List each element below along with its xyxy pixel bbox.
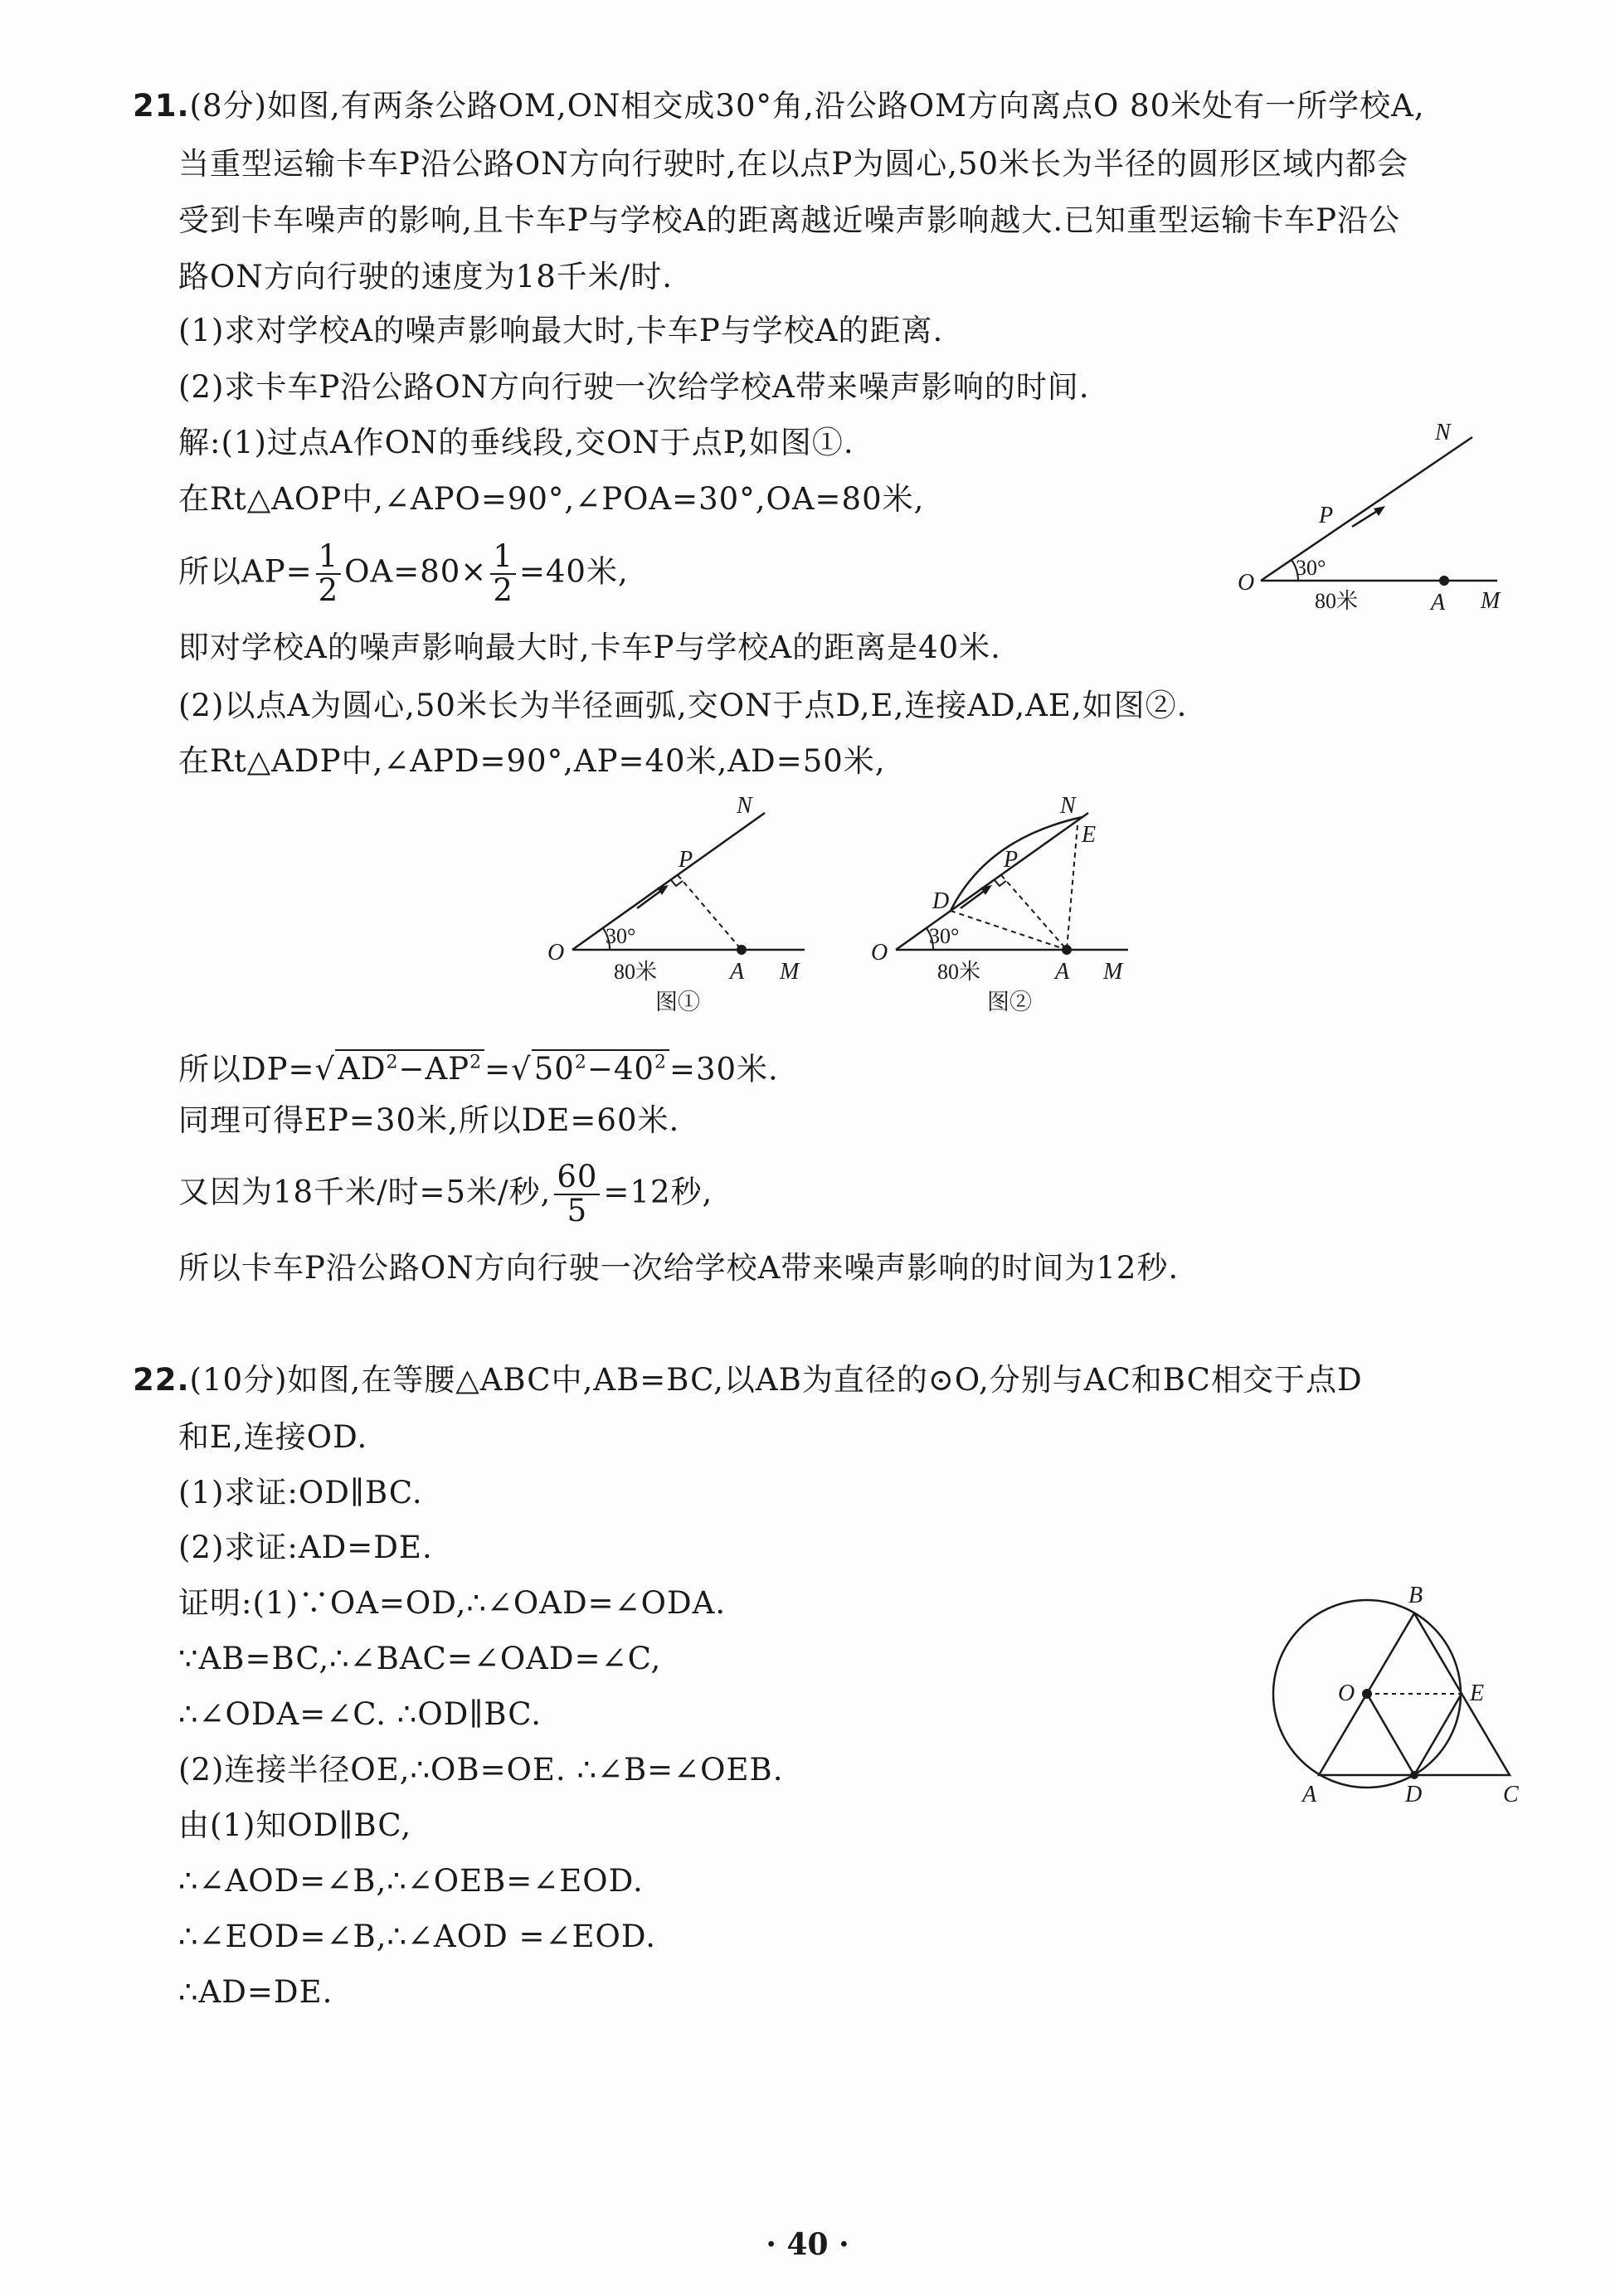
label-n: N xyxy=(1435,420,1451,445)
fig1-label-p: P xyxy=(679,847,693,873)
figure-circle-triangle xyxy=(1261,1576,1543,1817)
half-num-2: 1 xyxy=(490,541,516,575)
q22-proof-3: ∴∠ODA=∠C. ∴OD∥BC. xyxy=(178,1696,542,1732)
q21-solution-3: 即对学校A的噪声影响最大时,卡车P与学校A的距离是40米. xyxy=(178,630,1001,665)
dp-radicand-2 xyxy=(532,1049,669,1087)
fig2-segment-ap xyxy=(1001,875,1067,950)
q21-text-1: (8分)如图,有两条公路OM,ON相交成30°角,沿公路OM方向离点O 80米处有一所学校A, xyxy=(189,88,1425,124)
q21-line-1 xyxy=(133,86,1425,126)
fig2-label-d: D xyxy=(932,888,950,914)
fig1-arrow-line xyxy=(637,890,662,908)
fig1-perpendicular xyxy=(678,875,742,950)
q21-solution-1: 解:(1)过点A作ON的垂线段,交ON于点P,如图①. xyxy=(178,425,854,460)
label-e: E xyxy=(1470,1681,1485,1706)
figure-2 xyxy=(863,792,1145,1016)
q21-part-2: (2)求卡车P沿公路ON方向行驶一次给学校A带来噪声影响的时间. xyxy=(178,369,1090,405)
q21-solution-2: 在Rt△AOP中,∠APO=90°,∠POA=30°,OA=80米, xyxy=(178,481,925,517)
q21-part-1: (1)求对学校A的噪声影响最大时,卡车P与学校A的距离. xyxy=(178,313,944,348)
label-b: B xyxy=(1408,1583,1423,1608)
label-distance: 80米 xyxy=(1315,589,1359,613)
q21-line-3: 受到卡车噪声的影响,且卡车P与学校A的距离越近噪声影响越大.已知重型运输卡车P沿公 xyxy=(178,202,1401,238)
q22-line-1 xyxy=(133,1360,1363,1400)
label-o: O xyxy=(1238,570,1255,596)
fig1-label-o: O xyxy=(547,940,565,966)
label-p: P xyxy=(1319,503,1334,528)
frac-den: 5 xyxy=(567,1192,588,1228)
fig2-segment-ae xyxy=(1067,825,1077,950)
label-o-circle: O xyxy=(1338,1681,1355,1706)
q21-ap-line xyxy=(178,538,629,608)
rad1-b: −AP xyxy=(398,1051,470,1087)
half-den: 2 xyxy=(318,572,339,608)
label-c: C xyxy=(1503,1782,1519,1807)
point-a-dot xyxy=(1439,576,1449,586)
dp-eq: =√ xyxy=(484,1051,532,1087)
fig1-caption: 图① xyxy=(655,990,700,1014)
frac-num: 60 xyxy=(554,1161,600,1195)
ap-prefix: 所以AP= xyxy=(178,553,313,590)
q22-proof-8: ∴AD=DE. xyxy=(178,1974,333,2010)
q21-solution-4: (2)以点A为圆心,50米长为半径画弧,交ON于点D,E,连接AD,AE,如图②. xyxy=(178,688,1188,723)
figure-small xyxy=(1228,419,1526,618)
q22-number: 22. xyxy=(133,1362,190,1398)
q21-solution-5: 在Rt△ADP中,∠APD=90°,AP=40米,AD=50米, xyxy=(178,743,886,779)
fig1-label-n: N xyxy=(737,793,752,819)
fig2-label-a: A xyxy=(1055,959,1070,985)
half-fraction xyxy=(316,538,342,608)
label-d: D xyxy=(1405,1782,1423,1807)
page-number: · 40 · xyxy=(766,2227,849,2262)
ap-suffix: =40米, xyxy=(518,553,629,590)
fig2-label-p: P xyxy=(1004,847,1019,873)
label-a-circle: A xyxy=(1302,1782,1317,1807)
ap-mid: OA=80× xyxy=(344,553,488,590)
q22-proof-4: (2)连接半径OE,∴OB=OE. ∴∠B=∠OEB. xyxy=(178,1752,784,1788)
sixty-five-fraction xyxy=(554,1161,600,1228)
fig1-label-angle: 30° xyxy=(606,924,636,948)
arrow-head xyxy=(1374,506,1385,516)
label-angle: 30° xyxy=(1296,556,1326,580)
q22-proof-1: 证明:(1)∵OA=OD,∴∠OAD=∠ODA. xyxy=(178,1585,727,1621)
fig2-label-o: O xyxy=(871,940,888,966)
rad2-b: −40 xyxy=(586,1051,654,1087)
dp-radicand-1 xyxy=(335,1049,484,1087)
label-m: M xyxy=(1481,588,1501,614)
ray-on xyxy=(1261,437,1472,581)
q21-speed-line xyxy=(178,1161,713,1228)
sq-3: 2 xyxy=(574,1053,587,1073)
q22-proof-6: ∴∠AOD=∠B,∴∠OEB=∠EOD. xyxy=(178,1863,644,1899)
point-d xyxy=(1410,1771,1418,1779)
q21-dp-line xyxy=(178,1043,779,1089)
fig2-label-distance: 80米 xyxy=(937,960,981,984)
fig2-label-e: E xyxy=(1082,822,1097,848)
fig2-point-a xyxy=(1062,945,1072,955)
q21-ep-line: 同理可得EP=30米,所以DE=60米. xyxy=(178,1102,680,1138)
q21-final-line: 所以卡车P沿公路ON方向行驶一次给学校A带来噪声影响的时间为12秒. xyxy=(178,1250,1180,1286)
half-num: 1 xyxy=(316,541,342,575)
arrow-line xyxy=(1352,510,1379,527)
sq-4: 2 xyxy=(654,1053,667,1073)
speed-prefix: 又因为18千米/时=5米/秒, xyxy=(178,1174,552,1210)
q22-proof-7: ∴∠EOD=∠B,∴∠AOD =∠EOD. xyxy=(178,1919,656,1954)
q22-proof-5: 由(1)知OD∥BC, xyxy=(178,1807,412,1843)
q21-line-2: 当重型运输卡车P沿公路ON方向行驶时,在以点P为圆心,50米长为半径的圆形区域内都会 xyxy=(178,146,1409,182)
q22-text-1: (10分)如图,在等腰△ABC中,AB=BC,以AB为直径的⊙O,分别与AC和BC相交于点D xyxy=(189,1362,1363,1398)
q22-proof-2: ∵AB=BC,∴∠BAC=∠OAD=∠C, xyxy=(178,1641,662,1676)
dp-suffix: =30米. xyxy=(669,1051,779,1087)
fig2-label-n: N xyxy=(1060,793,1076,819)
rad2-a: 50 xyxy=(533,1051,575,1087)
fig2-label-angle: 30° xyxy=(929,924,960,948)
fig1-ray-on xyxy=(572,813,765,950)
q22-part-2: (2)求证:AD=DE. xyxy=(178,1530,433,1565)
half-den-2: 2 xyxy=(493,572,513,608)
fig1-label-a: A xyxy=(730,959,745,985)
half-fraction-2 xyxy=(490,538,516,608)
fig2-right-angle xyxy=(995,880,1006,886)
fig1-point-a xyxy=(737,945,747,955)
dp-prefix: 所以DP=√ xyxy=(178,1051,336,1087)
fig1-right-angle xyxy=(671,880,683,886)
center-o xyxy=(1362,1689,1372,1699)
fig2-arrow-line xyxy=(961,890,985,908)
fig2-ray-on xyxy=(896,813,1088,950)
fig1-label-m: M xyxy=(780,959,800,985)
fig2-caption: 图② xyxy=(987,990,1032,1014)
sq-2: 2 xyxy=(469,1053,483,1073)
segment-de xyxy=(1414,1694,1462,1775)
figure-1 xyxy=(539,792,821,1016)
fig2-label-m: M xyxy=(1103,959,1123,985)
fig1-label-distance: 80米 xyxy=(614,960,658,984)
speed-suffix: =12秒, xyxy=(603,1174,713,1210)
q21-line-4: 路ON方向行驶的速度为18千米/时. xyxy=(178,259,674,294)
rad1-a: AD xyxy=(338,1051,387,1087)
segment-od xyxy=(1367,1694,1414,1775)
q22-line-2: 和E,连接OD. xyxy=(178,1419,368,1455)
label-a: A xyxy=(1431,590,1446,615)
sq-1: 2 xyxy=(386,1053,399,1073)
q21-number: 21. xyxy=(133,88,190,124)
q22-part-1: (1)求证:OD∥BC. xyxy=(178,1475,423,1510)
